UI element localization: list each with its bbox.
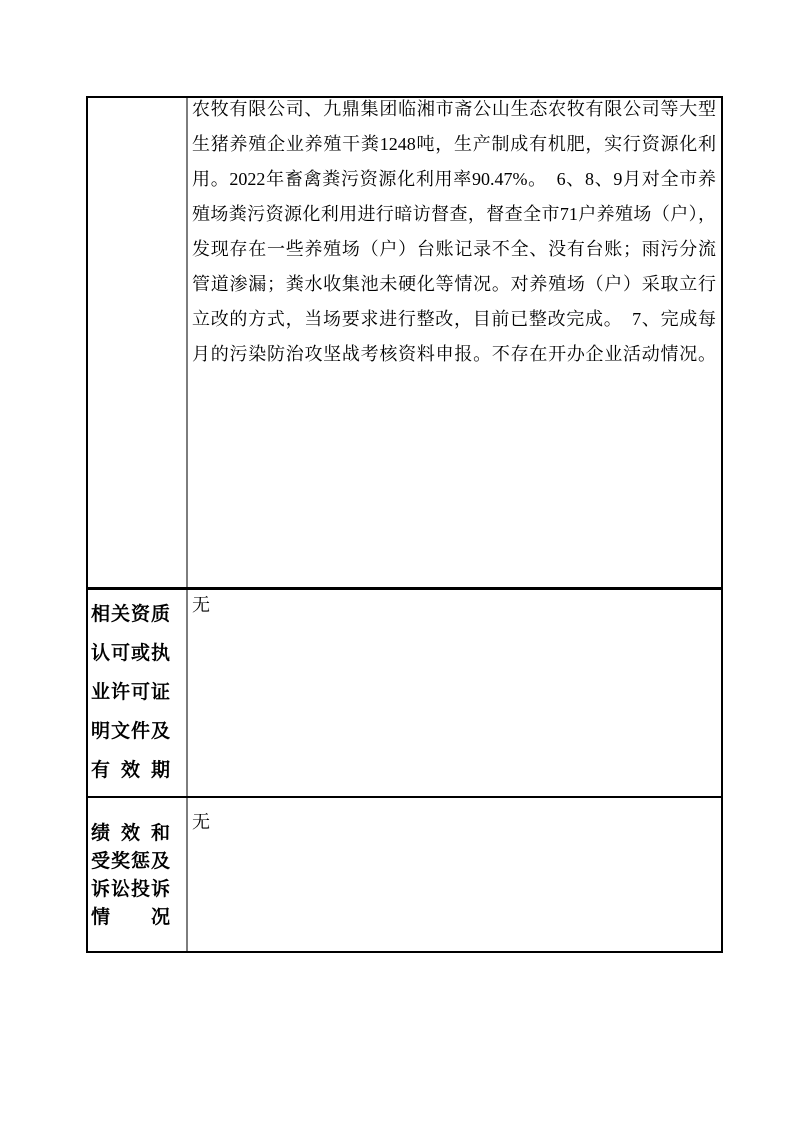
label-line: 诉讼投诉 <box>91 879 170 900</box>
label-line: 业许可证 <box>91 682 170 703</box>
label-line: 情况 <box>91 907 170 928</box>
label-line: 明文件及 <box>91 721 170 742</box>
label-line: 有效期 <box>91 760 170 781</box>
text-line: 发现存在一些养殖场（户）台账记录不全、没有台账；雨污分流 <box>192 239 716 259</box>
text-line: 农牧有限公司、九鼎集团临湘市斋公山生态农牧有限公司等大型 <box>192 99 716 119</box>
empty-label-cell <box>88 98 188 587</box>
table-row-report-continuation <box>88 98 721 590</box>
label-line: 受奖惩及 <box>91 851 170 872</box>
performance-value-cell <box>188 798 721 951</box>
report-table <box>86 96 723 953</box>
text-line: 殖场粪污资源化利用进行暗访督查，督查全市71户养殖场（户）， <box>192 204 716 224</box>
qualification-value-cell <box>188 590 721 796</box>
performance-value: 无 <box>192 812 210 832</box>
text-line: 生猪养殖企业养殖干粪1248吨，生产制成有机肥，实行资源化利 <box>192 134 716 154</box>
text-line: 立改的方式，当场要求进行整改，目前已整改完成。 7、完成每 <box>192 309 716 329</box>
text-line: 管道渗漏；粪水收集池未硬化等情况。对养殖场（户）采取立行 <box>192 274 716 294</box>
table-row-performance <box>88 798 721 951</box>
table-row-qualification <box>88 590 721 798</box>
qualification-value: 无 <box>192 595 210 615</box>
qualification-label-cell <box>88 590 188 796</box>
text-line: 月的污染防治攻坚战考核资料申报。不存在开办企业活动情况。 <box>192 344 716 364</box>
label-line: 相关资质 <box>91 604 170 625</box>
text-line: 用。2022年畜禽粪污资源化利用率90.47%。 6、8、9月对全市养 <box>192 169 716 189</box>
report-paragraph <box>192 98 716 372</box>
performance-label-cell <box>88 798 188 951</box>
label-line: 绩效和 <box>91 823 170 844</box>
report-content-cell <box>188 98 721 587</box>
label-line: 认可或执 <box>91 643 170 664</box>
